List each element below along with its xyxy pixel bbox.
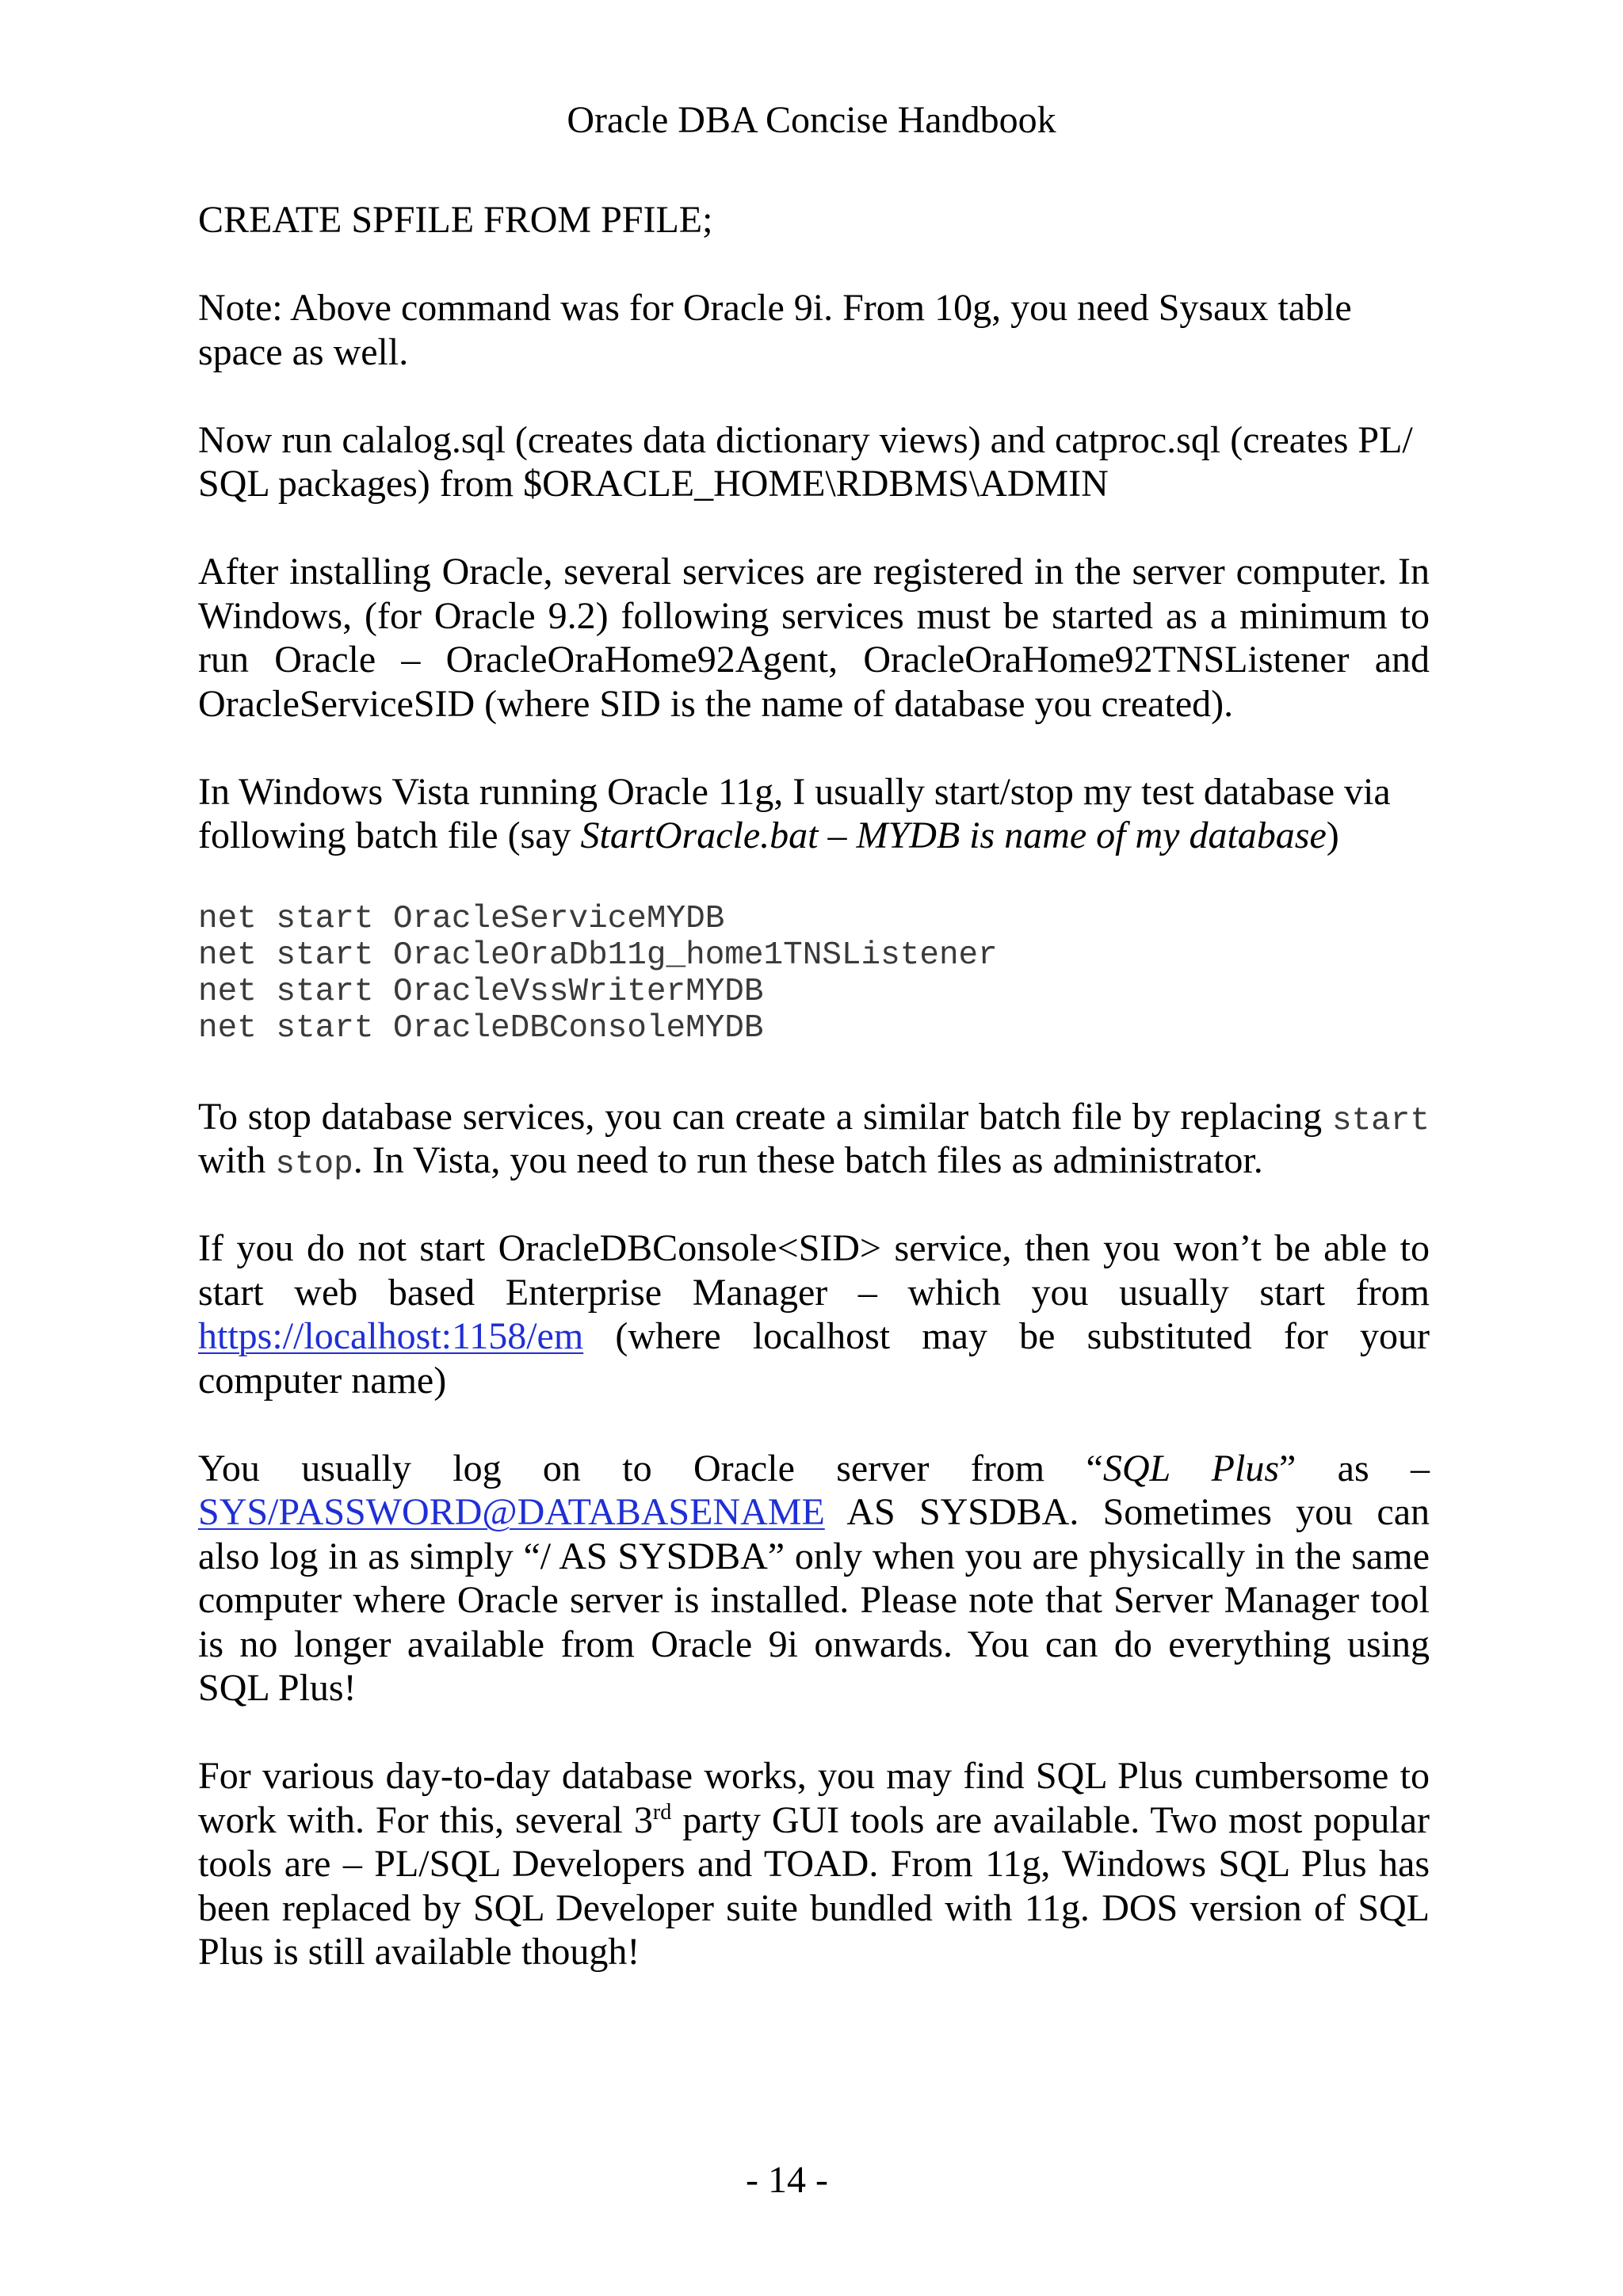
paragraph-stop-services	[198, 1095, 1430, 1183]
text-line: tools are – PL/SQL Developers and TOAD. From 11g, Windows SQL Plus has	[198, 1843, 1430, 1885]
text-line	[198, 1138, 1430, 1183]
text-line	[198, 1447, 1430, 1491]
text-line: is no longer available from Oracle 9i onwards. You can do everything using	[198, 1623, 1430, 1665]
text-line: space as well.	[198, 330, 409, 373]
em-url-link[interactable]: https://localhost:1158/em	[198, 1315, 584, 1357]
code-block	[198, 901, 1430, 1047]
sysdba-login-link[interactable]: SYS/PASSWORD@DATABASENAME	[198, 1491, 825, 1533]
text-line: SQL packages) from $ORACLE_HOME\RDBMS\ADMIN	[198, 463, 1109, 505]
text-line: Windows, (for Oracle 9.2) following services must be started as a minimum to	[198, 594, 1430, 637]
paragraph-note	[198, 286, 1430, 374]
inline-code: start	[1331, 1102, 1430, 1139]
italic-text: SQL Plus	[1102, 1447, 1279, 1489]
text-line: CREATE SPFILE FROM PFILE;	[198, 199, 713, 241]
text-line	[198, 1314, 1430, 1359]
text-line: run Oracle – OracleOraHome92Agent, OracleOraHome92TNSListener and	[198, 639, 1430, 681]
inline-code: stop	[275, 1146, 353, 1183]
code-line: net start OracleVssWriterMYDB	[198, 974, 764, 1010]
text-run: AS SYSDBA. Sometimes you can	[824, 1491, 1430, 1533]
paragraph-dbconsole	[198, 1226, 1430, 1402]
text-line	[198, 814, 1430, 858]
code-line: net start OracleOraDb11g_home1TNSListener	[198, 936, 998, 974]
text-run: work with. For this, several 3	[198, 1798, 653, 1841]
text-line: Plus is still available though!	[198, 1931, 640, 1973]
code-line: net start OracleServiceMYDB	[198, 900, 725, 937]
text-line	[198, 1798, 1430, 1843]
text-line: Note: Above command was for Oracle 9i. From 10g, you need Sysaux table	[198, 287, 1352, 329]
page-body	[198, 198, 1430, 2018]
paragraph-services	[198, 550, 1430, 726]
text-run: (where localhost may be substituted for your	[583, 1315, 1430, 1357]
text-line: Now run calalog.sql (creates data dictionary views) and catproc.sql (creates PL/	[198, 418, 1413, 461]
text-run: party GUI tools are available. Two most popular	[671, 1798, 1430, 1841]
page-number: - 14 -	[746, 2159, 828, 2201]
text-line: computer name)	[198, 1359, 447, 1402]
italic-text: StartOracle.bat – MYDB is name of my database	[580, 814, 1327, 856]
superscript: rd	[652, 1799, 672, 1825]
text-line: also log in as simply “/ AS SYSDBA” only when you are physically in the same	[198, 1535, 1430, 1577]
text-run: To stop database services, you can create a similar batch file by replacing	[198, 1095, 1332, 1138]
text-line: If you do not start OracleDBConsole<SID> service, then you won’t be able to	[198, 1227, 1430, 1269]
paragraph-vista-batch	[198, 770, 1430, 858]
text-run: . In Vista, you need to run these batch files as administrator.	[353, 1139, 1263, 1181]
text-line: start web based Enterprise Manager – which you usually start from	[198, 1271, 1430, 1314]
running-header: Oracle DBA Concise Handbook	[567, 99, 1056, 141]
text-line	[198, 1095, 1430, 1139]
text-run: following batch file (say	[198, 814, 581, 856]
text-run: ” as –	[1279, 1447, 1430, 1489]
text-line: computer where Oracle server is installed. Please note that Server Manager tool	[198, 1579, 1430, 1621]
text-line: been replaced by SQL Developer suite bundled with 11g. DOS version of SQL	[198, 1886, 1430, 1929]
text-line: OracleServiceSID (where SID is the name of database you created).	[198, 682, 1234, 725]
text-line: SQL Plus!	[198, 1667, 357, 1709]
paragraph-login	[198, 1447, 1430, 1711]
text-line	[198, 1490, 1430, 1535]
text-line: For various day-to-day database works, you may find SQL Plus cumbersome to	[198, 1755, 1430, 1797]
text-line: After installing Oracle, several services are registered in the server computer. In	[198, 551, 1430, 593]
paragraph-gui-tools	[198, 1754, 1430, 1974]
paragraph-run-scripts	[198, 418, 1430, 506]
text-run: You usually log on to Oracle server from “	[198, 1447, 1103, 1489]
paragraph-create-spfile	[198, 198, 1430, 242]
text-line: In Windows Vista running Oracle 11g, I usually start/stop my test database via	[198, 770, 1391, 813]
text-run: with	[198, 1139, 276, 1181]
text-run: )	[1326, 814, 1339, 856]
code-line: net start OracleDBConsoleMYDB	[198, 1010, 764, 1047]
